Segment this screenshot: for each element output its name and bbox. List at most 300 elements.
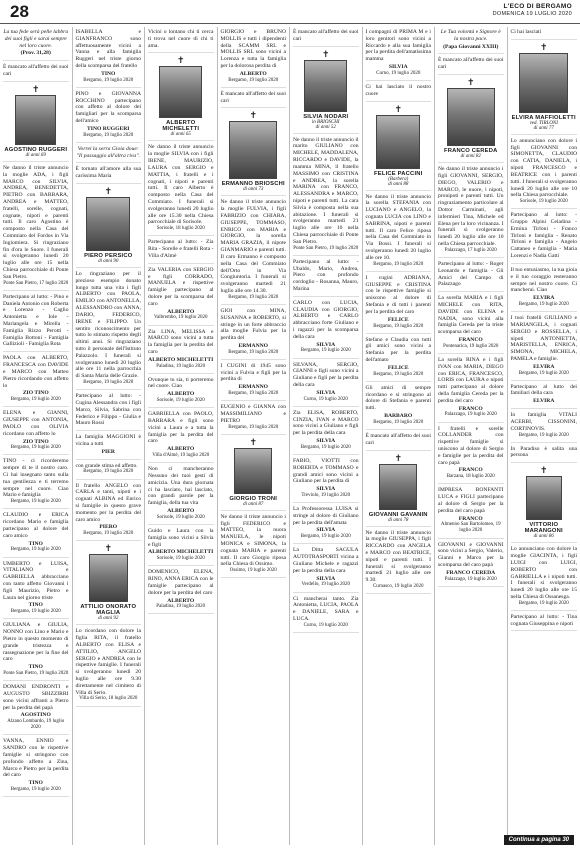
obituary-notice — [221, 363, 287, 401]
cross-icon: ✝ — [249, 110, 258, 121]
deceased-portrait — [526, 476, 562, 520]
notice-place-date: Sorisole, 19 luglio 2020 — [519, 199, 568, 205]
notice-name: TINO — [28, 780, 43, 787]
obituary-notice — [221, 514, 287, 579]
notice-name: SILVIA — [388, 64, 408, 71]
notice-place-date: Paladina, 19 luglio 2020 — [156, 363, 206, 369]
notice-place-date: Palazzago, 17 luglio 2020 — [444, 247, 497, 253]
notice-place-date: Bergamo, 19 luglio 2020 — [83, 469, 134, 475]
notice-place-date: Bergamo, 19 luglio 2020 — [228, 77, 279, 83]
notice-text: PINO e GIOVANNA ROCCHINO partecipano con affetto al dolore dei famigliari per la scomparsa dell'amico — [75, 90, 141, 125]
obituary-notice — [366, 194, 432, 272]
notice-place-date: Bergamo, 19 luglio 2020 — [373, 419, 424, 425]
notice-place-date: Bergamo, 19 luglio 2020 — [518, 600, 569, 606]
notice-name: TINO — [28, 664, 43, 671]
notice-name: ELVIRA — [533, 363, 555, 370]
deceased-name: FELICE PACCINI — [374, 170, 423, 177]
notice-text: Ci hai lasciati — [510, 29, 542, 35]
notice-text: Ne danno il triste annuncio la moglie GIUSEPPA, i figli RICCARDO con ANGELA e MARCO con BEATRICE, nipoti e parenti tutti. I funerali si svolgeranno martedì 21 luglio alle ore 9.30. — [365, 529, 431, 584]
notice-text: ISABELLA e GIANFRANCO sono affettuosamente vicini a Vanna e alla famiglia Ruggeri nel triste giorno della scomparsa del fratello — [75, 29, 141, 70]
notice-place-date: Curnasco, 19 luglio 2020 — [372, 584, 424, 590]
obituary-notice — [438, 261, 504, 292]
notice-place-date: Palazzago, 19 luglio 2020 — [444, 412, 497, 418]
obituary-notice — [148, 377, 214, 409]
deceased-name: ELVIRA MAFFIOLETTI — [511, 114, 576, 121]
cross-icon: ✝ — [394, 103, 403, 114]
obituary-notice — [293, 300, 359, 359]
obituary-photo-block — [511, 43, 578, 135]
notice-place-date: Curno, 19 luglio 2020 — [303, 622, 348, 628]
notice-text: I CUGINI di 1945 sono vicini a Fulvia e figli per la perdita di — [220, 362, 286, 383]
obituary-photo-block — [221, 111, 287, 196]
deceased-portrait — [159, 66, 202, 118]
obituary-photo-block — [221, 438, 287, 511]
deceased-name: SILVIA NODARI — [303, 113, 349, 120]
notice-place-date: Bergamo, 19 luglio 2020 — [10, 787, 61, 793]
obituary-notice — [3, 622, 69, 681]
column-6 — [363, 27, 436, 845]
column-8 — [508, 27, 580, 845]
obituary-notice — [3, 294, 69, 353]
notice-place-date: Bergamo, 19 luglio 2020 — [518, 432, 569, 438]
obituary-notice — [366, 385, 432, 430]
deceased-portrait — [519, 53, 568, 113]
cross-icon: ✝ — [104, 186, 113, 196]
obituary-notice — [511, 384, 578, 409]
obituary-photo-block — [438, 78, 504, 163]
obituary-notice — [221, 91, 287, 109]
notice-name: ALBERTO MICHELETTI — [148, 549, 214, 556]
obituary-notice — [3, 684, 69, 735]
notice-text: I tuoi fratelli GIULIANO e MARIANGELA, i cognati SERGIO e ROSSELLA, i nipoti ANTONIETTA, MARISTELLA, ENRICA, SIMONA, MICHELA, PAMELA e famiglie. — [510, 315, 577, 362]
obituary-photo-block — [3, 85, 69, 162]
deceased-name: VITTORIO MARANGONI — [524, 522, 563, 535]
notice-text: I cugini ADRIANA, GIUSEPPE e CRISTINA con le rispettive famiglie si uniscono al dolore di Stefania e di tutti i parenti per la perdita del caro — [365, 274, 431, 315]
notice-text: La famiglia MAGGIONI è vicina a tutti — [75, 434, 141, 447]
obituary-notice — [438, 295, 504, 354]
notice-name: FRANCO — [458, 467, 483, 474]
notice-text: La sorella MARIA e i figli MICHELE con RITA, DAVIDE con ELENA e NADIA, sono vicini alla famiglia Cereda per la triste scomparsa del caro — [438, 295, 504, 336]
notice-name: ALBERTO MICHELETTI — [148, 356, 214, 363]
notice-text: Lo annunciano con dolore i figli GIOVANNI con SIMONETTA, CLAUDIO con CATIA, DANIELA, i nipoti FRANCESCO e BEATRICE con i parenti tutti. I funerali si svolgeranno lunedì 20 luglio alle ore 10 nella Chiesa parrocchiale. — [510, 137, 577, 199]
deceased-age: di anni 52 — [315, 124, 336, 130]
notice-place-date: Bergamo, 19 luglio 2020 — [10, 445, 61, 451]
obituary-notice — [366, 433, 432, 451]
notice-place-date: Bergamo, 19 luglio 2020 — [228, 349, 279, 355]
column-4 — [218, 27, 291, 845]
notice-text: Ne danno il triste annuncio il marito GIULIANO con MICHELE, MADDALENA, RICCARDO e DAVIDE, la mamma MINA, il fratello MASSIMO con CRISTINA e ANDREA, la sorella MARINA con FRANCO, ALESSANDRA e MARCO, nipoti e parenti tutti. La cara Silvia è composta nella sua abitazione. I funerali si svolgeranno martedì 21 luglio alle ore 10 nella Chiesa parrocchiale di Ponte San Pietro. — [293, 136, 359, 245]
obituary-notice — [511, 267, 578, 312]
obituary-notice — [148, 144, 214, 236]
notice-text: GIULIANA e GIULIA, NONNO con Lino e Mario e Pietro in questo momento di grande tristezza e rassegnazione per la fine del caro — [3, 622, 69, 663]
notice-text: Vorrei la serra Gioia doue: "Il passaggio all'altra riva". — [76, 145, 140, 159]
notice-place-date: Ponte San Pietro, 17 luglio 2020 — [3, 280, 69, 286]
notice-text: VANNA, ENNIO e SANDRO con le rispettive famiglie si stringono con profondo affetto a Zina, Marco e Pietro per la perdita del caro — [3, 738, 69, 779]
notice-place-date: Bergamo, 19 luglio 2020 — [373, 261, 424, 267]
notice-place-date: Bergamo, 19 luglio 2020 — [228, 424, 279, 430]
notice-text: GIORGIO e BRUNO MOLLIS e tutti i dipendenti della SCAMM SRL e MOLLIS SRL sono vicini a Lorenza e tutta la famiglia per la dolorosa perdita di — [220, 29, 286, 70]
cross-icon: ✝ — [176, 55, 185, 66]
obituary-notice — [3, 561, 69, 620]
notice-text: Partecipano al lutto: - Zia Rita - Sorelle e fratelli Rota - Villa d'Almè — [148, 239, 214, 259]
notice-text: Ne danno il triste annuncio la moglie FULVIA, i figli FABRIZIO con CHIARA, GIUSEPPE, TOMMASO, ENRICO con MARIA e GIORGIO, la sorella MARIA GRAZIA, il nipote GIANMARIO e parenti tutti. Il caro Ermanno è composto nella Casa del Commiato dell'Orto in Via Congiuntoria. I funerali si svolgeranno martedì 21 luglio alle ore 14.30. — [220, 199, 286, 294]
notice-place-date: Pontenarica, 19 luglio 2020 — [443, 343, 499, 349]
cross-icon: ✝ — [321, 48, 330, 59]
notice-place-date: Bergamo, 19 luglio 2020 — [373, 323, 424, 329]
deceased-name: ALBERTO MICHELETTI — [162, 120, 200, 133]
obituary-notice — [221, 29, 287, 88]
obituary-notice — [3, 165, 69, 291]
continue-banner: Continua a pagina 30 — [504, 835, 574, 845]
notice-text: Guido e Laura con la famiglia sono vicini a Silvia e figli — [148, 527, 214, 548]
notice-text: EUGENIO e GIANNA con MASSIMILIANO e PIETRO — [220, 404, 286, 424]
notice-place-date: Barzana, 18 luglio 2020 — [446, 474, 495, 480]
notice-text: Ne danno il triste annuncio la sorella STEFANIA con LUCIANO e ANGELO, la cognata LUCIA con LINO e SABRINA, nipoti e parenti tutti. Il caro Felice riposa nella Casa del Commiato in Via Bossi. I funerali si svolgeranno lunedì 20 luglio alle ore 10. — [365, 193, 431, 261]
notice-place-date: Almenno San Bartolomeo, 19 luglio 2020 — [440, 522, 501, 534]
notice-text: Lo ringraziano per il prezioso esempio donato lungo tutta una vita i figli ALBERTO con PAOLA, EMILIO con ANTONELLA, ALESSANDRO con ANNA, DARIO, FEDERICO, IRENE e FILIPPO. Un sentito riconoscimento per tutto lo stimato rispetto degli ultimi anni. Si ringraziano tutto il personale dell'Istituto Palazzolo. I funerali si svolgeranno lunedì 20 luglio alle ore 11 nella parrocchia di Santa Maria delle Grazie. — [75, 271, 141, 380]
notice-place-date: Bergamo, 19 luglio 2020 — [300, 348, 351, 354]
notice-name: ALBERTO — [167, 308, 195, 315]
deceased-name: GIORGIO TRONI — [229, 495, 278, 502]
cross-icon: ✝ — [466, 77, 475, 88]
obituary-notice — [221, 404, 287, 435]
obituary-notice — [221, 199, 287, 304]
memorial-quote — [438, 29, 504, 54]
notice-text: IMPRESA BONFANTI LUCA e FIGLI partecipano al dolore di Sergio per la perdita del caro papà — [438, 487, 504, 514]
deceased-name: FRANCO CEREDA — [444, 148, 498, 155]
notice-place-date: Bergamo, 19 luglio 2020 — [518, 301, 569, 307]
obituary-notice — [511, 614, 578, 632]
notice-place-date: Curno, 19 luglio 2020 — [303, 396, 348, 402]
notice-text: Ci mancherai tanto. Zia Antonietta, LUCIA, PAOLA e DANIELE, SARA e LUCA. — [293, 595, 359, 622]
notice-text: Lo ricordano con dolore la figlia RITA, il fratello ALBERTO con ELISA e ATTILIO, ANGELO SERGIO e ANDREA con le rispettive famiglie. I funerali si svolgeranno lunedì 20 luglio alle ore 9.30 direttamente nel cimitero di Villa di Serio. — [75, 628, 141, 696]
deceased-name: PIERO PERSICO — [84, 253, 133, 259]
notice-name: FELICE — [387, 316, 409, 323]
cross-icon: ✝ — [249, 436, 258, 447]
obituary-notice — [511, 412, 578, 443]
obituary-notice — [511, 315, 578, 381]
notice-text: La Ditta SAGULA AUTOTRASPORTI vicina a Giuliano Michele e ragazzi per la perdita della cara — [293, 547, 359, 574]
notice-text: Ne danno il triste annuncio i figli GIOVANNI, SERGIO, DIEGO, VALERIO e MARCO, le nuore, i nipoti, pronipoti e parenti tutti. Un ringraziamento particolare al Dottor Carminati, agli infermieri Tina, Michele ed Elena per la loro vicinanza. I funerali si svolgeranno lunedì 20 luglio alle ore 10 nella Chiesa parrocchiale. — [438, 166, 504, 247]
deceased-age: di anni 65 — [170, 132, 191, 138]
notice-name: SILVIA — [316, 575, 336, 582]
obituary-notice — [511, 212, 578, 264]
page-header — [0, 0, 580, 24]
obituary-notice — [76, 628, 142, 706]
notice-place-date: Ponte San Pietro, 19 luglio 2020 — [293, 245, 359, 251]
notice-text: In Paradiso è salita una persona — [510, 445, 577, 459]
obituary-notice — [3, 458, 69, 509]
obituary-photo-block — [511, 466, 578, 543]
obituary-notice — [3, 64, 69, 82]
notice-place-date: Bergamo, 19 luglio 2020 — [83, 380, 134, 385]
notice-text: Partecipano al lutto dei familiari della cara — [510, 383, 577, 397]
notice-name: ERMANNO — [238, 384, 269, 391]
notice-text: In famiglia VITALI ACERBI, CISSONINI, CORTINOVIS. — [510, 412, 577, 432]
notice-text: FABIO, VIOTTI con ROBERTA e TOMMASO e grandi amici sono vicini a Giuliano per la perdita di — [293, 457, 359, 485]
notice-text: Non ci mancheranno Nessuno dei tuoi gesti di amicizia. Una dura giornata ci ha lasciato, hai lasciato, con grandi parole per la famiglia, della tua vita — [148, 466, 214, 507]
notice-place-date: Bergamo, 19 luglio 2020 — [300, 534, 351, 540]
notice-text: CLAUDIO e ERICA ricordano Mario e famiglia partecipano al dolore del caro amico — [3, 512, 69, 539]
obituary-notice — [293, 547, 359, 592]
obituary-notice — [366, 275, 432, 334]
obituary-notice — [148, 466, 214, 525]
notice-place-date: Curno, 19 luglio 2020 — [376, 70, 421, 76]
notice-name: (Papa Giovanni XXIII) — [443, 43, 499, 50]
notice-name: ALBERTO — [167, 597, 195, 604]
obituary-notice — [148, 569, 214, 614]
cross-icon: ✝ — [31, 83, 40, 94]
notice-text: ELENA e GIANNI, GIUSEPPE con ANTONIA, PAOLO con OLIVIA ricordano con affetto lo — [3, 410, 69, 437]
notice-place-date: Ossimo, 19 luglio 2020 — [229, 568, 277, 574]
notice-text: Zia ELISA, ROBERTO, CINZIA, IVAN e MARCO sono vicini a Giuliano e figli per la perdita della cara — [293, 409, 359, 437]
notice-text: Ne danno il triste annuncio la moglie ADA, i figli MARCO con SILVIA, ANDREA, BENEDETTA, PIETRO con BARBARA, ANDREA e MATTEO, fratelli, sorelle, cognati, cognate, nipoti e parenti tutti. Il caro Agostino è composto nella Casa del Commiato del Fordos in Via Ingiomiera. Si ringraziano fin d'ora le Suore. I funerali si svolgeranno lunedì 20 luglio alle ore 15 nella Chiesa parrocchiale di Ponte San Pietro. — [3, 164, 69, 280]
notice-text: Partecipano al lutto: - Gruppo Alpini Celadina - Ermina Tirloni - Franco Tirloni e famiglia - Renato Tirloni e famiglia - Angelo Cattaneo e famiglia - Maria Lorenzi e Nadia Gatti — [510, 212, 577, 260]
notice-text: Ne danno il triste annuncio la moglie SILVIA con i figli IRENE, MAURIZIO, LAURA con SERGIO e MATTIA, i fratelli e i cognati, i nipoti e parenti tutti. Il caro Alberto è composto nella Casa del Commiato. I funerali si svolgeranno lunedì 20 luglio alle ore 15.30 nella Chiesa parrocchiale di Sorisole. — [148, 144, 214, 226]
notice-text: Ne danno il triste annuncio i figli FEDERICO e MATTEO, la nuora MANUELA, le nipoti MONICA e SIMONA, la cognata MARIA e parenti tutti. Il caro Giorgio riposa nella Chiesa di Ossimo. — [220, 513, 286, 568]
obituary-notice — [76, 91, 142, 143]
notice-text: con grande stima ed affetto. — [75, 462, 138, 469]
obituary-notice — [3, 410, 69, 455]
notice-text: GABRIELLA con PAOLO, BARBARA e figli sono vicini a Laura e a tutta la famiglia per la perdita del caro — [148, 411, 214, 445]
deceased-age: di anni 90 — [98, 259, 119, 264]
notice-name: PIERO — [99, 524, 118, 531]
obituary-notice — [293, 410, 359, 455]
column-7 — [435, 27, 508, 845]
notice-text: Partecipano al lutto: - Ubaldo, Mario, Andrea, Piero con profondo cordoglio - Rosanna, Mauro, Marina — [293, 258, 359, 292]
obituary-notice — [76, 271, 142, 390]
notice-text: I fratelli e sorelle COLLANDER con rispettive famiglie si uniscono al dolore di Sergio e famiglie per la perdita del caro papà — [438, 425, 504, 466]
column-1 — [0, 27, 73, 845]
obituary-notice — [293, 458, 359, 503]
cross-icon: ✝ — [104, 543, 113, 554]
notice-text: La Professoressa LUISA si stringe al dolore di Giuliano per la perdita dell'amata — [293, 506, 359, 526]
obituary-notice — [511, 546, 578, 611]
notice-name: ELVIRA — [533, 398, 555, 405]
notice-place-date: Ponte San Pietro, 19 luglio 2020 — [3, 671, 69, 676]
deceased-name: GIOVANNI GAVANIN — [368, 511, 428, 518]
notice-place-date: Palazzago, 19 luglio 2020 — [444, 576, 497, 582]
obituary-notice — [221, 308, 287, 360]
notice-text: Vicini o lontano chi ti cerca ti trova nel cuore di chi ti ama. — [148, 29, 214, 49]
notice-name: ELVIRA — [533, 295, 555, 302]
deceased-subtitle: in BRIOSCHI — [311, 119, 340, 125]
deceased-portrait — [379, 464, 417, 510]
notice-text: È mancato all'affetto dei suoi cari — [365, 432, 431, 446]
notice-place-date: Bergamo, 19 luglio 2020 — [83, 77, 134, 83]
obituary-notice — [148, 29, 214, 53]
notice-place-date: Bergamo, 19 luglio 2020 — [228, 391, 279, 397]
notice-text: DOMANI ENDRONTI e AUGUSTO SBIZZIRRI sono vicini affranti a Pietro per la perdita del papà — [3, 684, 69, 711]
obituary-photo-block — [76, 187, 142, 268]
notice-place-date: Bergamo, 19 luglio 2020 — [518, 370, 569, 376]
cross-icon: ✝ — [539, 465, 548, 476]
deceased-subtitle: ved. TIRLONI — [529, 120, 558, 126]
deceased-portrait — [304, 60, 347, 112]
obituary-notice — [293, 29, 359, 47]
deceased-age: di anni 92 — [98, 616, 119, 622]
notice-name: SILVIA — [316, 437, 336, 444]
column-5 — [290, 27, 363, 845]
deceased-age: di anni 82 — [460, 154, 481, 160]
notice-place-date: Alzano Lombardo, 19 luglio 2020 — [7, 719, 65, 731]
notice-place-date: Paladina, 19 luglio 2020 — [156, 604, 206, 610]
notice-text: Ovunque tu sia, ti porteremo nel cuore. Ciao — [148, 376, 214, 390]
notice-text: È tornato all'amore alla sua carissima Maria — [75, 166, 141, 180]
notice-name: FRANCO CEREDA — [446, 569, 496, 576]
notice-name: TINO RUGGERI — [87, 125, 130, 132]
obituary-photo-block — [366, 454, 432, 527]
notice-name: PIER — [101, 448, 115, 455]
notice-place-date: Sorisole, 19 luglio 2020 — [156, 556, 205, 562]
obituary-notice — [366, 29, 432, 81]
deceased-portrait — [86, 197, 130, 251]
notice-text: Partecipano al lutto: - Tina cognata Giuseppina e nipoti — [510, 613, 577, 627]
obituary-notice — [438, 487, 504, 538]
notice-place-date: Bergamo, 19 luglio 2020 — [10, 547, 61, 553]
notice-text: Le Tua volontà e Signore è la nostra pace. — [440, 29, 501, 42]
obituary-notice — [438, 426, 504, 485]
notice-name: ALBERTO — [167, 446, 195, 453]
obituary-notice — [148, 239, 214, 263]
obituary-notice — [438, 357, 504, 423]
notice-place-date: Sorisole, 19 luglio 2020 — [156, 398, 205, 404]
obituary-notice — [3, 512, 69, 557]
obituary-notice — [148, 411, 214, 463]
notice-place-date: Bergamo, 19 luglio 2020 — [83, 531, 134, 537]
notice-text: È mancato all'affetto dei suoi cari — [293, 29, 359, 42]
notice-place-date: Bergamo, 19 luglio 2020 — [10, 397, 61, 403]
notice-place-date: Bergamo, 19 luglio 2020 — [373, 371, 424, 377]
obituary-notice — [76, 434, 142, 459]
issue-date: DOMENICA 19 LUGLIO 2020 — [492, 10, 572, 17]
obituary-photo-block — [366, 105, 432, 191]
notice-name: ZIO TINO — [22, 438, 49, 445]
notice-name: FRANCO — [458, 405, 483, 412]
notice-name: AGOSTINO — [20, 712, 51, 719]
notice-name: ZIO TINO — [22, 390, 49, 397]
notice-text: Zia VALERIA con SERGIO e figli CORRADO, MANUELA e rispettive famiglie partecipano al dolore per la scomparsa del caro — [148, 266, 214, 307]
notice-place-date: Valbrembo, 19 luglio 2020 — [153, 315, 208, 321]
deceased-name: ATTILIO ONORATO MAGLIA — [80, 604, 137, 617]
notice-text: È mancato all'affetto dei suoi cari — [3, 64, 69, 78]
notice-place-date: Bergamo, 19 luglio 2020 — [228, 294, 279, 300]
obituary-notice — [148, 528, 214, 566]
page-number: 28 — [10, 2, 29, 21]
notice-name: TINO — [28, 602, 43, 609]
notice-name: SILVIA — [316, 486, 336, 493]
notice-text: GIOI con MINA, SUSANNA e ROBERTO, si stringe in un forte abbraccio alla moglie Fulvia per la perdita del — [220, 307, 286, 342]
obituary-notice — [366, 337, 432, 382]
notice-text: È mancato all'affetto dei suoi cari — [220, 90, 286, 104]
notice-name: ERMANNO — [238, 342, 269, 349]
memorial-quote — [3, 29, 69, 61]
deceased-portrait — [15, 95, 56, 145]
notice-place-date: Sorisole, 18 luglio 2020 — [156, 226, 205, 232]
notice-name: FRANCO — [458, 515, 483, 522]
notice-name: SILVIA — [316, 341, 336, 348]
notice-text: Partecipano al lutto: - Cugina Alessandra con i figli Marco, Silvia, Sabrina con Federico e Filippo - Giulia e Mauro Rossi — [75, 393, 141, 427]
deceased-age: di anni 86 — [533, 534, 554, 540]
obituary-notice — [366, 84, 432, 102]
notice-place-date: Bergamo, 19 luglio 2020 — [10, 609, 61, 615]
notice-name: SILVIA — [316, 389, 336, 396]
notice-text: DOMENICO, ELENA, RINO, ANNA ERICA con le famiglie partecipano al dolore per la perdita del caro — [148, 569, 214, 596]
deceased-age: di anni 87 — [243, 501, 264, 507]
column-3 — [145, 27, 218, 845]
obituary-notice — [438, 542, 504, 587]
obituary-notice — [293, 362, 359, 407]
notice-name: ALBERTO — [239, 70, 267, 77]
notice-text: I compagni di PRIMA M e i loro genitori sono vicini a Riccardo e alla sua famiglia per la perdita dell'amatissima mamma — [365, 29, 431, 63]
obituary-notice — [76, 166, 142, 184]
obituary-notice — [511, 138, 578, 209]
notice-text: Il fratello ANGELO con CARLA e tanti, nipoti e i cognati ALBINA ed Enrico si famiglie in questo grave momento per la perdita del caro amico — [75, 482, 141, 523]
deceased-portrait — [89, 554, 128, 602]
notice-text: SILVANA, SERGIO, GIANNI e figli sono vicini a Giuliano e figli per la perdita della cara — [293, 361, 359, 388]
obituary-notice — [76, 393, 142, 431]
newspaper-name: L'ECO DI BERGAMO — [503, 3, 572, 10]
obituary-notice — [438, 166, 504, 258]
notice-place-date: Treviolo, 19 luglio 2020 — [301, 492, 351, 498]
notice-name: TINO — [28, 540, 43, 547]
notice-text: Il tuo entusiasmo, la tua gioia e il tuo coraggio resteranno sempre nel nostro cuore. Ci mancherai. Ciao — [510, 266, 577, 294]
deceased-age: di anni 88 — [388, 181, 409, 187]
notice-text: CARLO con LUCIA, CLAUDIA con GIORGIO, ALBERTO e CARLO abbracciano forte Giuliano e i ragazzi per la scomparsa della cara — [293, 299, 359, 340]
obituary-notice — [76, 483, 142, 542]
obituary-notice — [76, 463, 142, 480]
notice-place-date: Bergamo, 19 luglio 2020 — [83, 132, 134, 138]
deceased-age: di anni 69 — [25, 152, 46, 158]
obituary-notice — [148, 267, 214, 326]
obituary-notice — [3, 738, 69, 797]
notice-name: (Prov. 31,28) — [20, 50, 51, 57]
cross-icon: ✝ — [539, 41, 548, 52]
obituary-photo-block — [148, 56, 214, 141]
obituary-photo-block — [293, 50, 359, 134]
notice-text: PAOLA con ALBERTO, FRANCESCA con DAVIDE e MARCO con Matteo Pietro ricordando con affetto lo — [3, 355, 69, 389]
obituary-photo-block — [76, 544, 142, 625]
obituary-notice — [293, 506, 359, 544]
newspaper-masthead — [493, 3, 572, 17]
deceased-portrait — [447, 88, 495, 146]
notice-text: UMBERTO e LUISA, VITALIANO e GABRIELLA abbracciano con tanto affetto Giovanni i figli Maurizio, Pietro e Laura nel giorno triste — [3, 560, 69, 601]
notice-place-date: Villa d'Almè, 19 luglio 2020 — [152, 453, 210, 459]
notice-name: FRANCO — [458, 337, 483, 344]
notice-text: Partecipano al lutto: - Pino e Daniela Antonio con Roberta e Lorenzo - Caglio Antonietta e Iole - Mariangela e Mirella - Famiglia Rizzo Perotti - Famiglia Bottoni - Famiglia Gallizioli - Famiglia Rota — [3, 293, 69, 348]
notice-text: Gli amici di sempre ricordano e si stringono al dolore di Stefania e parenti tutti. — [365, 384, 431, 412]
notice-text: Zia LINA, MELISSA e MARCO sono vicini a tutta la famiglia per la perdita del caro — [148, 328, 214, 355]
deceased-age: di anni 73 — [243, 187, 264, 193]
notice-name: BARBARO — [384, 413, 413, 419]
obituary-notice — [148, 329, 214, 374]
notice-text: La tua fede serà pelle labbra dei suoi figli e sarai sempre nel loro cuore. — [3, 29, 69, 49]
notice-name: ALBERTO — [167, 391, 195, 398]
notice-name: ALBERTO — [167, 508, 195, 515]
notice-text: Stefano e Claudia con tutti gli amici sono vicini a Stefania per la perdita dell'amato — [365, 336, 431, 364]
obituary-notice — [438, 57, 504, 75]
obituary-notice — [511, 29, 578, 40]
notice-place-date: Verdello, 19 luglio 2020 — [301, 582, 351, 588]
deceased-portrait — [234, 448, 272, 494]
deceased-subtitle: (Barbera) — [388, 176, 409, 182]
obituary-notice — [366, 530, 432, 595]
notice-place-date: Bergamo, 19 luglio 2020 — [10, 499, 61, 505]
notice-text: GIOVANNI e GIOVANNI sono vicini a Sergio, Valerio, Gianni e Marco per la scomparsa del caro papà — [438, 541, 504, 568]
notice-name: SILVIA — [316, 527, 336, 534]
notice-text: Partecipano al lutto: - Roger Leonardo e famiglia - Gli Amici del Campo di Palazzago — [438, 260, 504, 288]
deceased-portrait — [229, 121, 277, 179]
